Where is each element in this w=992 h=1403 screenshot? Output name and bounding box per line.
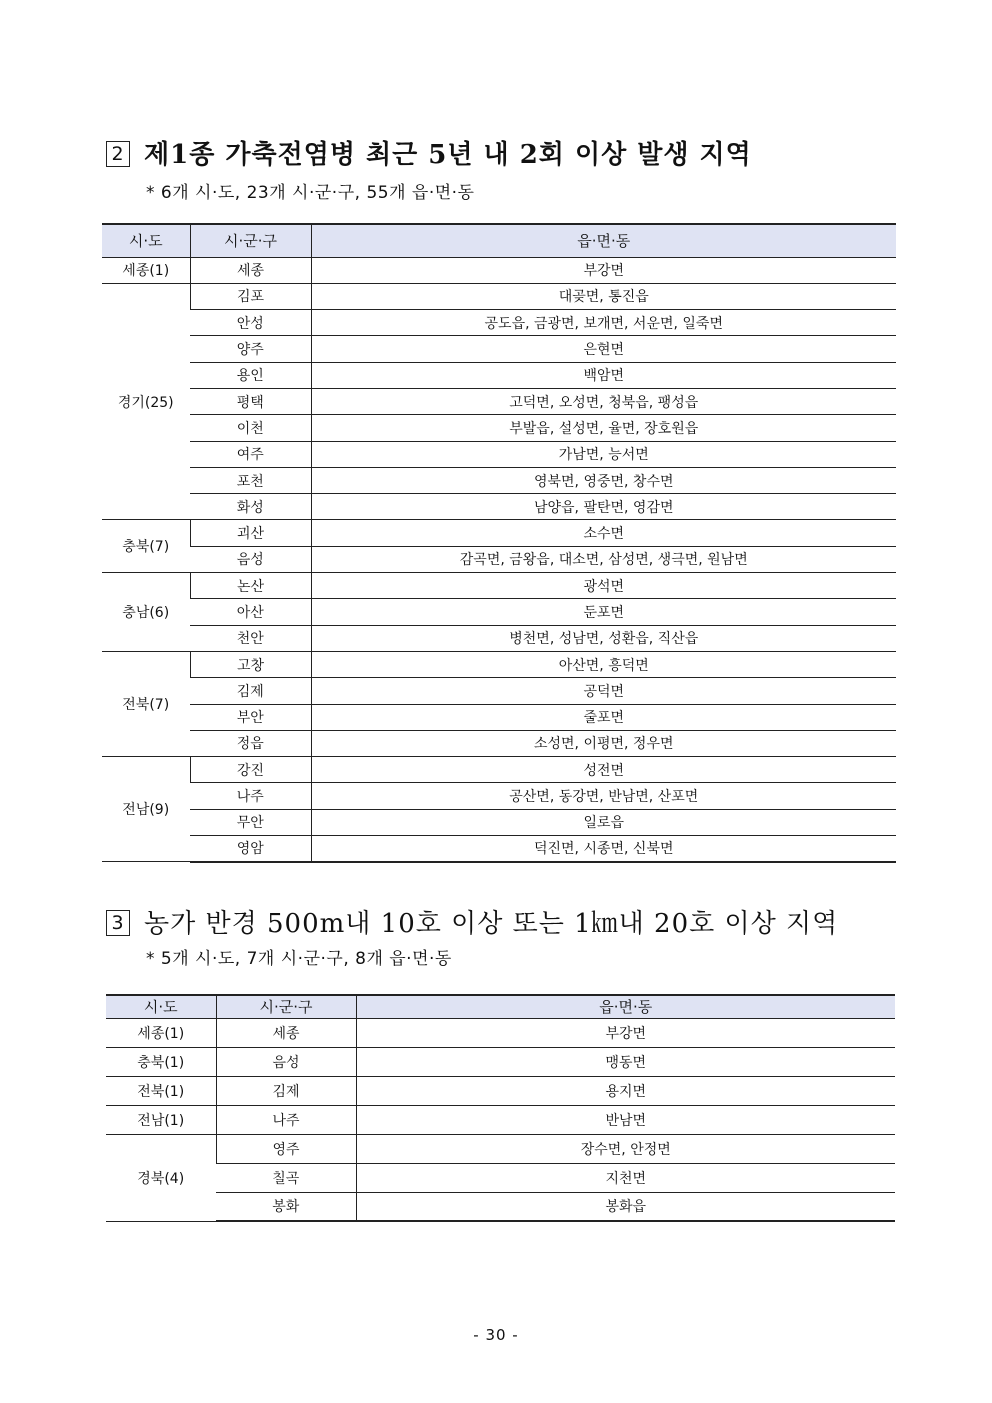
- eupmyeondong-cell: 반남면: [356, 1105, 895, 1134]
- sigungu-cell: 아산: [190, 599, 311, 625]
- sigungu-cell: 논산: [190, 573, 311, 599]
- table-row: [102, 809, 896, 835]
- table-row: [102, 678, 896, 704]
- table-row: [102, 651, 896, 677]
- eupmyeondong-cell: 덕진면, 시종면, 신북면: [311, 836, 896, 862]
- eupmyeondong-cell: 대곶면, 통진읍: [311, 283, 896, 309]
- table-row: [102, 494, 896, 520]
- header-sigungu: 시·군·구: [216, 995, 356, 1018]
- eupmyeondong-cell: 감곡면, 금왕읍, 대소면, 삼성면, 생극면, 원남면: [311, 546, 896, 572]
- section2-number-box: 2: [106, 141, 130, 167]
- table-row: [106, 1192, 895, 1221]
- sigungu-cell: 김제: [216, 1076, 356, 1105]
- sigungu-cell: 포천: [190, 467, 311, 493]
- table-row: [106, 1163, 895, 1192]
- header-sigungu: 시·군·구: [190, 224, 311, 257]
- eupmyeondong-cell: 용지면: [356, 1076, 895, 1105]
- header-eupmyeondong: 읍·면·동: [356, 995, 895, 1018]
- sigungu-cell: 봉화: [216, 1192, 356, 1221]
- sigungu-cell: 고창: [190, 651, 311, 677]
- table-row: [106, 1047, 895, 1076]
- table-row: [102, 388, 896, 414]
- section2-title: [106, 134, 752, 171]
- sigungu-cell: 여주: [190, 441, 311, 467]
- section3-note: * 5개 시·도, 7개 시·군·구, 8개 읍·면·동: [146, 949, 452, 969]
- eupmyeondong-cell: 봉화읍: [356, 1192, 895, 1221]
- table-row: [106, 1076, 895, 1105]
- sigungu-cell: 음성: [190, 546, 311, 572]
- sigungu-cell: 영암: [190, 836, 311, 862]
- table-row: [102, 625, 896, 651]
- table-row: [102, 599, 896, 625]
- page-number: - 30 -: [473, 1326, 519, 1344]
- eupmyeondong-cell: 백암면: [311, 362, 896, 388]
- table-row: [102, 310, 896, 336]
- eupmyeondong-cell: 줄포면: [311, 704, 896, 730]
- eupmyeondong-cell: 은현면: [311, 336, 896, 362]
- eupmyeondong-cell: 둔포면: [311, 599, 896, 625]
- sigungu-cell: 영주: [216, 1134, 356, 1163]
- sigungu-cell: 나주: [216, 1105, 356, 1134]
- eupmyeondong-cell: 소수면: [311, 520, 896, 546]
- sigungu-cell: 칠곡: [216, 1163, 356, 1192]
- section3-number-box: 3: [106, 910, 130, 936]
- table-row: [102, 836, 896, 862]
- eupmyeondong-cell: 병천면, 성남면, 성환읍, 직산읍: [311, 625, 896, 651]
- table-header-row: [106, 995, 895, 1018]
- eupmyeondong-cell: 공도읍, 금광면, 보개면, 서운면, 일죽면: [311, 310, 896, 336]
- table-row: [102, 362, 896, 388]
- sigungu-cell: 김제: [190, 678, 311, 704]
- sigungu-cell: 강진: [190, 757, 311, 783]
- sido-cell: 전북(7): [102, 651, 190, 756]
- sigungu-cell: 부안: [190, 704, 311, 730]
- table-row: [106, 1134, 895, 1163]
- sido-cell: 경기(25): [102, 283, 190, 520]
- sigungu-cell: 정읍: [190, 730, 311, 756]
- table-row: [102, 546, 896, 572]
- section2-note: * 6개 시·도, 23개 시·군·구, 55개 읍·면·동: [146, 183, 475, 203]
- section2-title-text: 제1종 가축전염병 최근 5년 내 2회 이상 발생 지역: [144, 140, 752, 170]
- sigungu-cell: 천안: [190, 625, 311, 651]
- section3-title: [106, 903, 838, 940]
- table-row: [102, 467, 896, 493]
- section3-table: [106, 994, 895, 1222]
- sigungu-cell: 무안: [190, 809, 311, 835]
- table-row: [102, 283, 896, 309]
- table-row: [102, 783, 896, 809]
- sigungu-cell: 괴산: [190, 520, 311, 546]
- section2-table: [102, 223, 896, 863]
- eupmyeondong-cell: 맹동면: [356, 1047, 895, 1076]
- eupmyeondong-cell: 남양읍, 팔탄면, 영감면: [311, 494, 896, 520]
- sido-cell: 세종(1): [106, 1018, 216, 1047]
- sido-cell: 세종(1): [102, 257, 190, 283]
- eupmyeondong-cell: 부강면: [311, 257, 896, 283]
- eupmyeondong-cell: 소성면, 이평면, 정우면: [311, 730, 896, 756]
- header-eupmyeondong: 읍·면·동: [311, 224, 896, 257]
- sigungu-cell: 나주: [190, 783, 311, 809]
- table-row: [102, 704, 896, 730]
- sido-cell: 경북(4): [106, 1134, 216, 1221]
- eupmyeondong-cell: 성전면: [311, 757, 896, 783]
- sido-cell: 충북(7): [102, 520, 190, 573]
- sigungu-cell: 평택: [190, 388, 311, 414]
- eupmyeondong-cell: 영북면, 영중면, 창수면: [311, 467, 896, 493]
- sigungu-cell: 음성: [216, 1047, 356, 1076]
- table-row: [102, 257, 896, 283]
- eupmyeondong-cell: 지천면: [356, 1163, 895, 1192]
- sido-cell: 전남(1): [106, 1105, 216, 1134]
- eupmyeondong-cell: 공덕면: [311, 678, 896, 704]
- eupmyeondong-cell: 장수면, 안정면: [356, 1134, 895, 1163]
- table-row: [102, 520, 896, 546]
- header-sido: 시·도: [102, 224, 190, 257]
- eupmyeondong-cell: 부강면: [356, 1018, 895, 1047]
- sido-cell: 충남(6): [102, 573, 190, 652]
- sigungu-cell: 용인: [190, 362, 311, 388]
- header-sido: 시·도: [106, 995, 216, 1018]
- section3-title-text: 농가 반경 500m내 10호 이상 또는 1㎞내 20호 이상 지역: [144, 909, 839, 939]
- sigungu-cell: 양주: [190, 336, 311, 362]
- table-row: [102, 415, 896, 441]
- table-row: [106, 1105, 895, 1134]
- eupmyeondong-cell: 고덕면, 오성면, 청북읍, 팽성읍: [311, 388, 896, 414]
- table-row: [102, 730, 896, 756]
- sido-cell: 전북(1): [106, 1076, 216, 1105]
- sigungu-cell: 김포: [190, 283, 311, 309]
- table-header-row: [102, 224, 896, 257]
- eupmyeondong-cell: 공산면, 동강면, 반남면, 산포면: [311, 783, 896, 809]
- table-row: [102, 441, 896, 467]
- eupmyeondong-cell: 가남면, 능서면: [311, 441, 896, 467]
- table-row: [102, 336, 896, 362]
- eupmyeondong-cell: 광석면: [311, 573, 896, 599]
- sigungu-cell: 화성: [190, 494, 311, 520]
- sigungu-cell: 안성: [190, 310, 311, 336]
- table-row: [102, 573, 896, 599]
- eupmyeondong-cell: 일로읍: [311, 809, 896, 835]
- sido-cell: 충북(1): [106, 1047, 216, 1076]
- table-row: [102, 757, 896, 783]
- sido-cell: 전남(9): [102, 757, 190, 862]
- table-row: [106, 1018, 895, 1047]
- sigungu-cell: 세종: [216, 1018, 356, 1047]
- eupmyeondong-cell: 부발읍, 설성면, 율면, 장호원읍: [311, 415, 896, 441]
- sigungu-cell: 이천: [190, 415, 311, 441]
- sigungu-cell: 세종: [190, 257, 311, 283]
- eupmyeondong-cell: 아산면, 흥덕면: [311, 651, 896, 677]
